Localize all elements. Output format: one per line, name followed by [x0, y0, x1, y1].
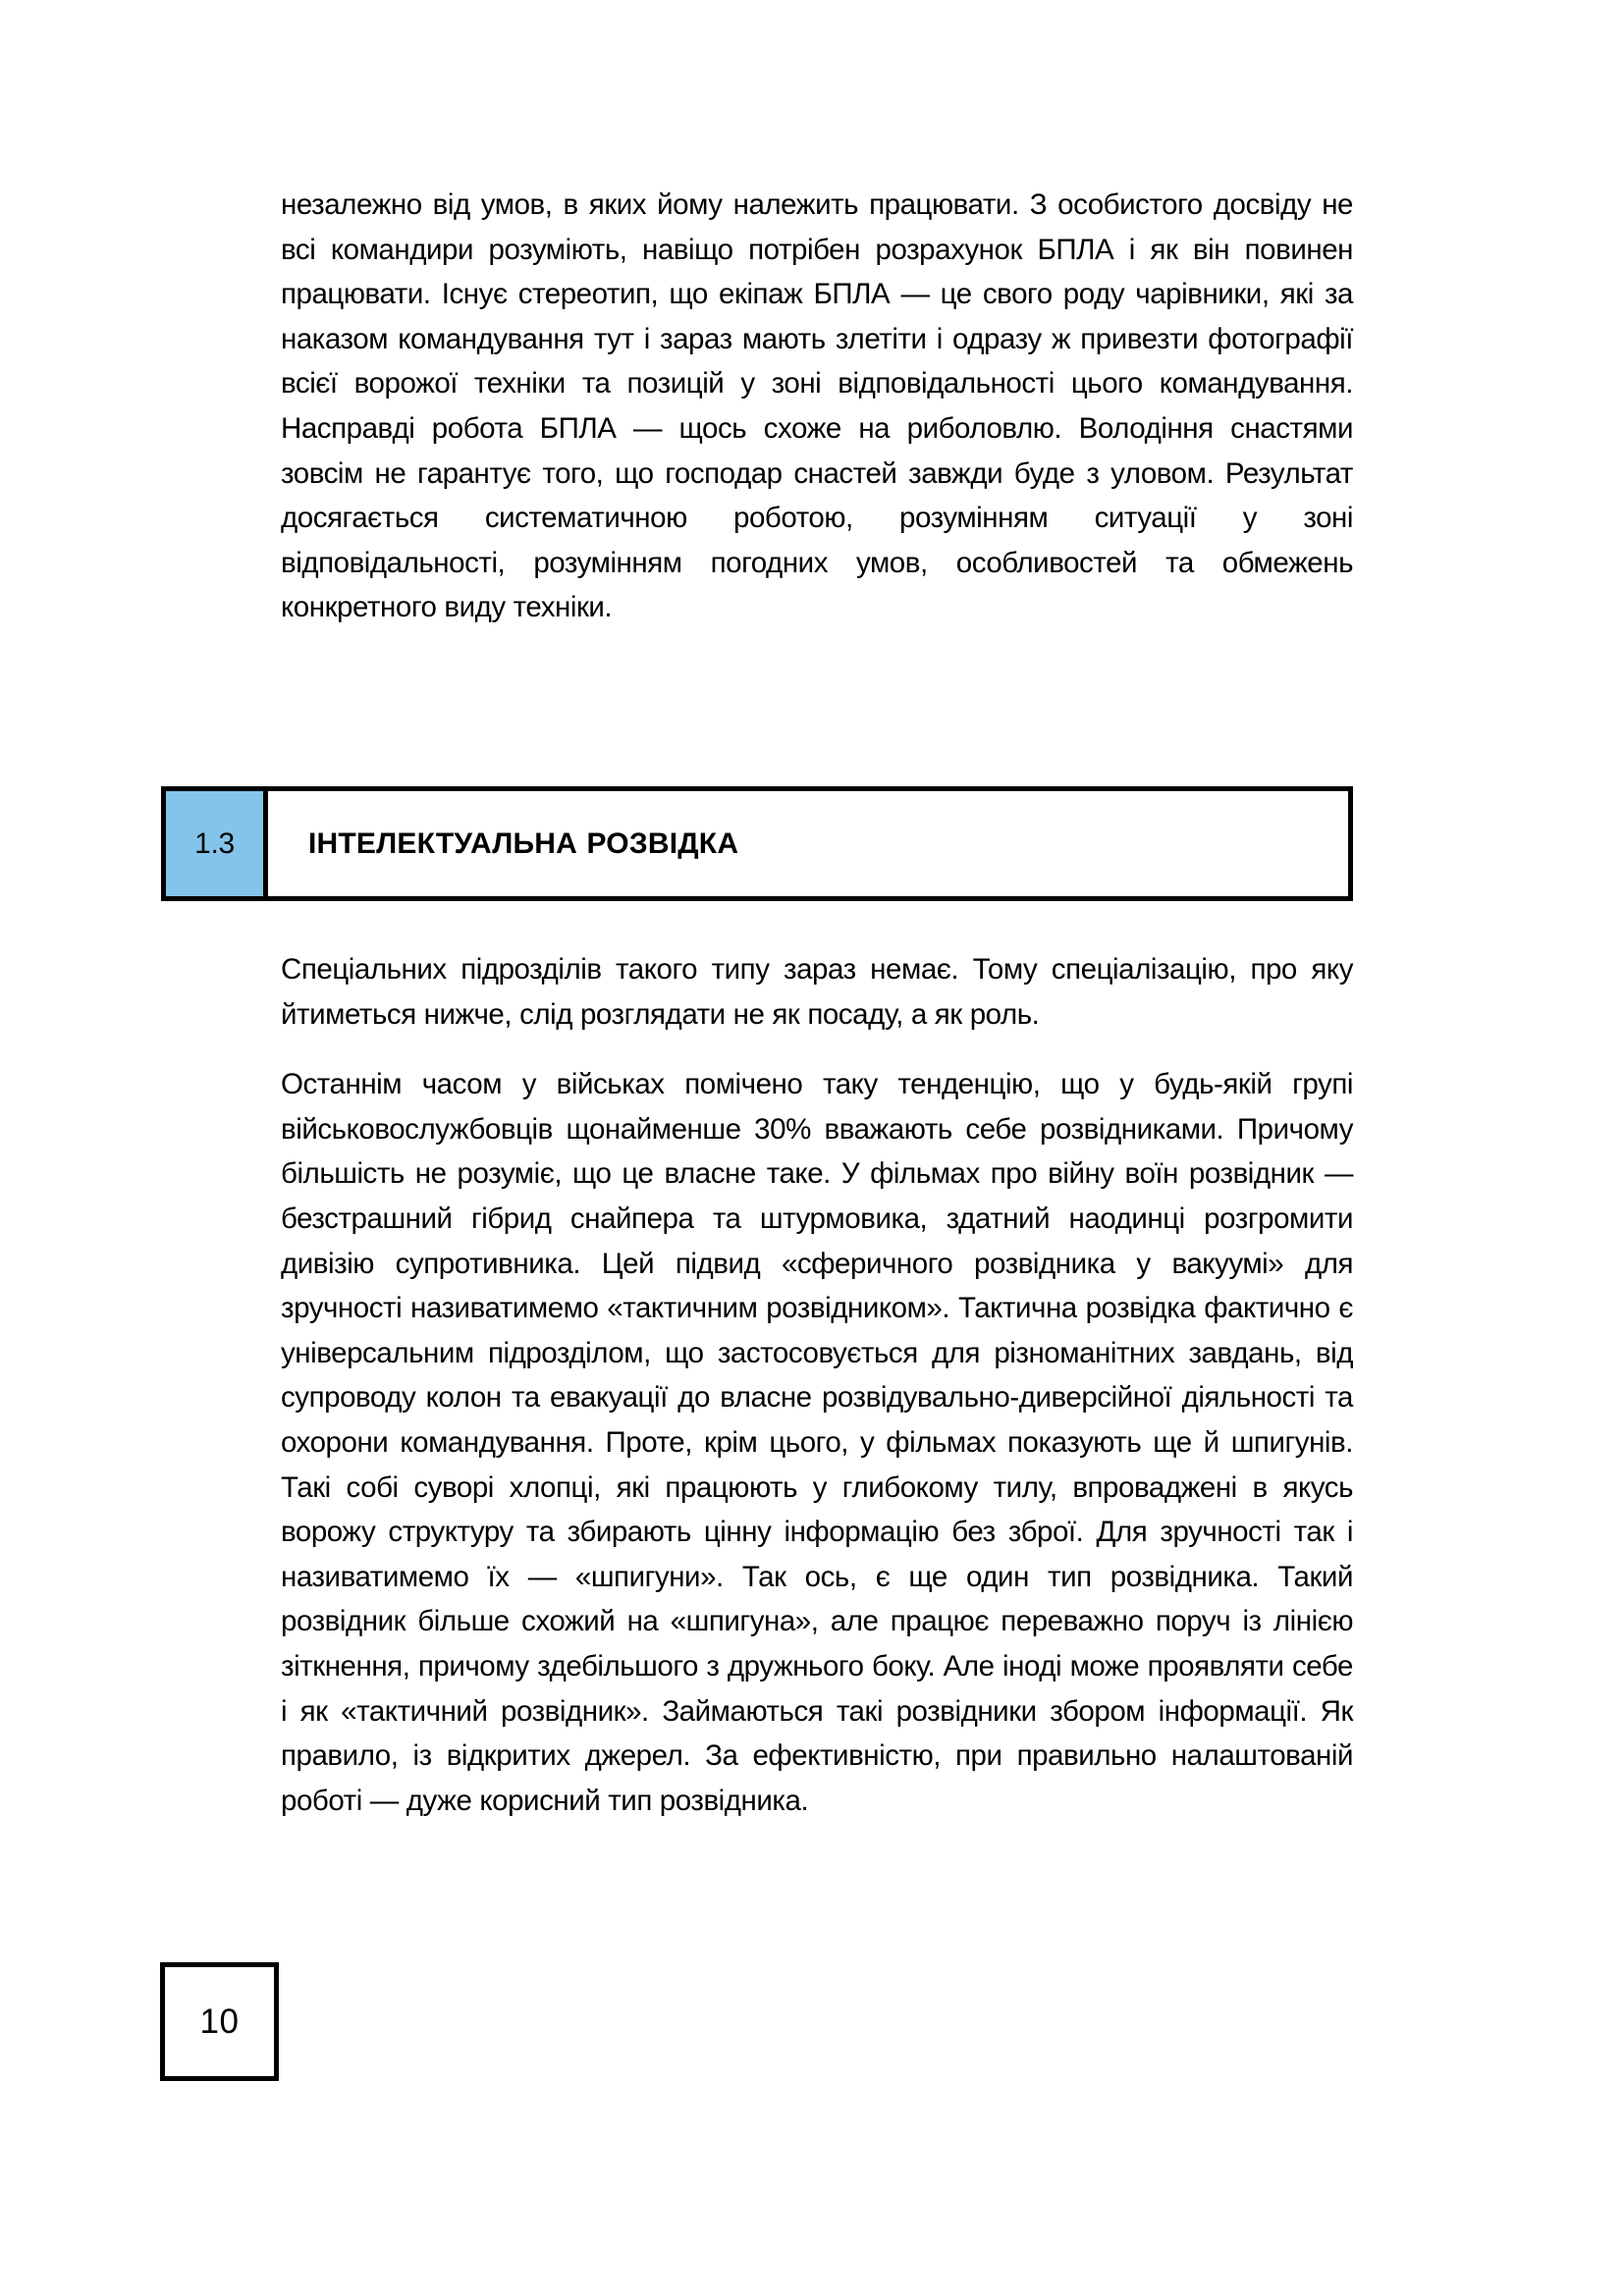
- section-title-area: [268, 791, 1348, 896]
- section-heading-box: [161, 786, 1353, 901]
- section-number-label: 1.3: [194, 827, 235, 860]
- paragraph-main: Останнім часом у військах помічено таку тенденцію, що у будь-якій групі військовослужбовців щонайменше 30% вважають себе розвідниками. Причому більшість не розуміє, що це власне таке. У фільмах про війну воїн розвідник — безстрашний гібрид снайпера та штурмовика, здатний наодинці розгромити дивізію супротивника. Цей підвид «сферичного розвідника у вакуумі» для зручності називатимемо «тактичним розвідником». Тактична розвідка фактично є універсальним підрозділом, що застосовується для різноманітних завдань, від супроводу колон та евакуації до власне розвідувально-диверсійної діяльності та охорони командування. Проте, крім цього, у фільмах показують ще й шпигунів. Такі собі суворі хлопці, які працюють у глибокому тилу, впроваджені в якусь ворожу структуру та збирають цінну інформацію без зброї. Для зручності так і називатимемо їх — «шпигуни». Так ось, є ще один тип розвідника. Такий розвідник більше схожий на «шпигуна», але працює переважно поруч із лінією зіткнення, причому здебільшого з дружнього боку. Але іноді може проявляти себе і як «тактичний розвідник». Займаються такі розвідники збором інформації. Як правило, із відкритих джерел. За ефективністю, при правильно налаштованій роботі — дуже корисний тип розвідника.: [281, 1068, 1353, 1817]
- section-number-badge: [166, 791, 268, 896]
- section-body-block: [281, 947, 1353, 1823]
- paragraph-intro: Спеціальних підрозділів такого типу зараз немає. Тому спеціалізацію, про яку йтиметься нижче, слід розглядати не як посаду, а як роль.: [281, 953, 1353, 1031]
- paragraph-continued: незалежно від умов, в яких йому належить працювати. З особистого досвіду не всі командири розуміють, навіщо потрібен розрахунок БПЛА і як він повинен працювати. Існує стереотип, що екіпаж БПЛА — це свого роду чарівники, які за наказом командування тут і зараз мають злетіти і одразу ж привезти фотографії всієї ворожої техніки та позицій у зоні відповідальності цього командування. Насправді робота БПЛА — щось схоже на риболовлю. Володіння снастями зовсім не гарантує того, що господар снастей завжди буде з уловом. Результат досягається систематичною роботою, розумінням ситуації у зоні відповідальності, розумінням погодних умов, особливостей та обмежень конкретного виду техніки.: [281, 188, 1353, 624]
- top-text-block: [281, 183, 1353, 630]
- section-title-label: ІНТЕЛЕКТУАЛЬНА РОЗВІДКА: [308, 827, 739, 860]
- page-number-label: 10: [199, 2002, 240, 2041]
- page-number-box: [160, 1962, 279, 2081]
